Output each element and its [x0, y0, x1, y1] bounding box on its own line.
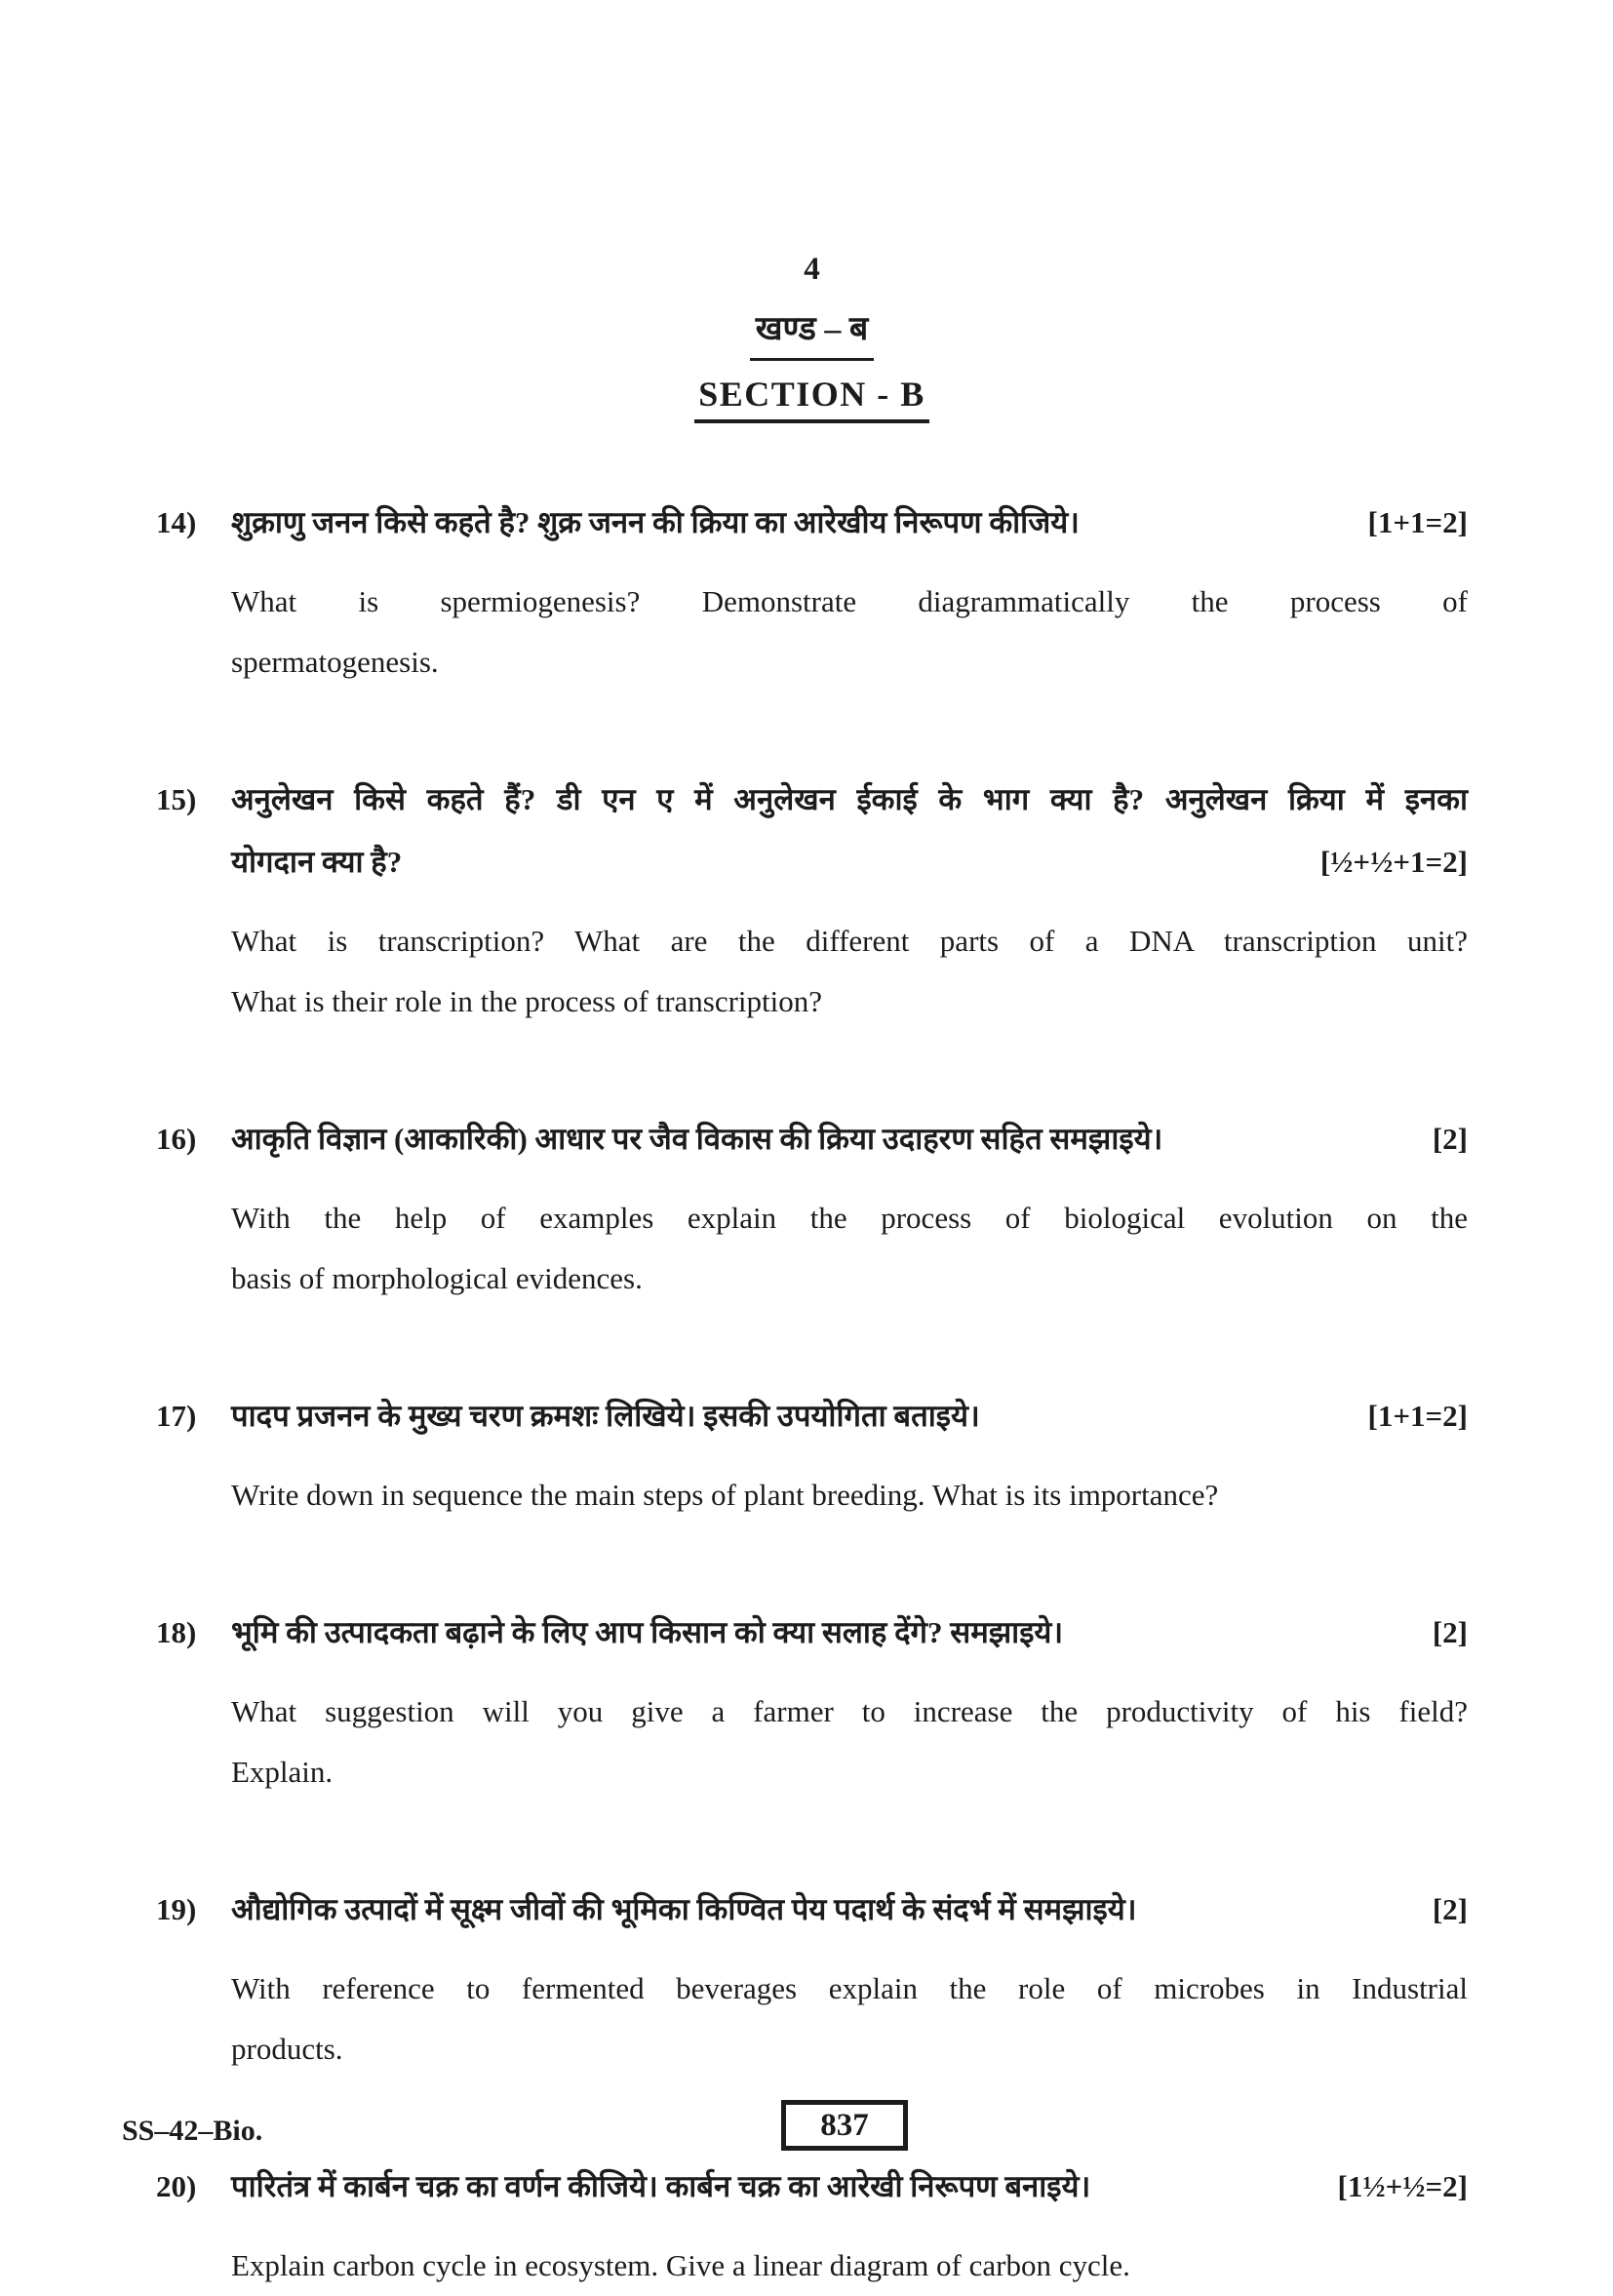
question-text-english: With reference to fermented beverages explain the role of microbes in Industrial products.: [231, 1971, 1468, 2066]
question-text-english: Explain carbon cycle in ecosystem. Give a linear diagram of carbon cycle.: [231, 2248, 1130, 2282]
question-15: [156, 769, 1468, 1032]
question-text-english: Write down in sequence the main steps of plant breeding. What is its importance?: [231, 1478, 1219, 1512]
question-hindi-row: [231, 1108, 1468, 1170]
question-text-hindi: पादप प्रजनन के मुख्य चरण क्रमशः लिखिये। इसकी उपयोगिता बताइये।: [231, 1399, 980, 1433]
question-18: [156, 1602, 1468, 1802]
question-text-english: With the help of examples explain the process of biological evolution on the basis of morphological evidences.: [231, 1201, 1468, 1295]
question-marks: [½+½+1=2]: [1319, 845, 1468, 879]
question-text-hindi: औद्योगिक उत्पादों में सूक्ष्म जीवों की भूमिका किण्वित पेय पदार्थ के संदर्भ में समझाइये।: [231, 1892, 1137, 1926]
question-body: [231, 1879, 1468, 2079]
question-text-hindi: आकृति विज्ञान (आकारिकी) आधार पर जैव विकास की क्रिया उदाहरण सहित समझाइये।: [231, 1122, 1163, 1156]
question-text-hindi: पारितंत्र में कार्बन चक्र का वर्णन कीजिये। कार्बन चक्र का आरेखी निरूपण बनाइये।: [231, 2169, 1091, 2203]
question-number: 16): [156, 1122, 197, 1156]
section-title-english: SECTION - B: [694, 375, 929, 423]
question-text-hindi: अनुलेखन किसे कहते हैं? डी एन ए में अनुलेखन ईकाई के भाग क्या है? अनुलेखन क्रिया में इनका: [231, 782, 1468, 816]
question-text-english: What suggestion will you give a farmer to increase the productivity of his field? Explain.: [231, 1694, 1468, 1789]
question-body: [231, 2156, 1468, 2296]
question-text-hindi: भूमि की उत्पादकता बढ़ाने के लिए आप किसान को क्या सलाह देंगे? समझाइये।: [231, 1615, 1064, 1649]
paper-code: SS–42–Bio.: [122, 2115, 263, 2147]
question-marks: [1½+½=2]: [1337, 2169, 1468, 2203]
question-hindi-row: [231, 1879, 1468, 1941]
question-14: [156, 492, 1468, 693]
question-20: [156, 2156, 1468, 2296]
question-number: 15): [156, 782, 197, 816]
question-text-english: What is spermiogenesis? Demonstrate diagrammatically the process of spermatogenesis.: [231, 584, 1468, 679]
section-header-hindi-row: [156, 310, 1468, 361]
question-body: [231, 1385, 1468, 1525]
question-body: [231, 492, 1468, 693]
question-marks: [2]: [1432, 1892, 1468, 1926]
question-text-hindi: योगदान क्या है?: [231, 845, 403, 879]
question-hindi-row: [231, 831, 1468, 893]
question-number: 18): [156, 1615, 197, 1649]
question-text-english: What is transcription? What are the different parts of a DNA transcription unit? What is their role in the process of transcription?: [231, 924, 1468, 1018]
question-text-hindi: शुक्राणु जनन किसे कहते है? शुक्र जनन की क्रिया का आरेखीय निरूपण कीजिये।: [231, 505, 1080, 539]
question-body: [231, 1602, 1468, 1802]
question-body: [231, 1108, 1468, 1309]
question-hindi-row: [231, 1602, 1468, 1664]
question-marks: [1+1=2]: [1367, 1399, 1468, 1433]
section-header-english-row: [156, 375, 1468, 423]
question-body: [231, 769, 1468, 1032]
section-title-hindi: खण्ड – ब: [750, 310, 875, 361]
question-16: [156, 1108, 1468, 1309]
question-number: 14): [156, 505, 197, 539]
question-number: 20): [156, 2169, 197, 2203]
question-marks: [2]: [1432, 1122, 1468, 1156]
question-number: 17): [156, 1399, 197, 1433]
page-code-box: [781, 2100, 908, 2151]
question-marks: [1+1=2]: [1367, 505, 1468, 539]
question-hindi-row: [231, 1385, 1468, 1447]
page-footer: [0, 2097, 1613, 2165]
question-17: [156, 1385, 1468, 1525]
page-code: 837: [820, 2107, 869, 2143]
question-hindi-row: [231, 492, 1468, 554]
question-marks: [2]: [1432, 1615, 1468, 1649]
page-number: 4: [804, 252, 820, 287]
question-number: 19): [156, 1892, 197, 1926]
question-19: [156, 1879, 1468, 2079]
